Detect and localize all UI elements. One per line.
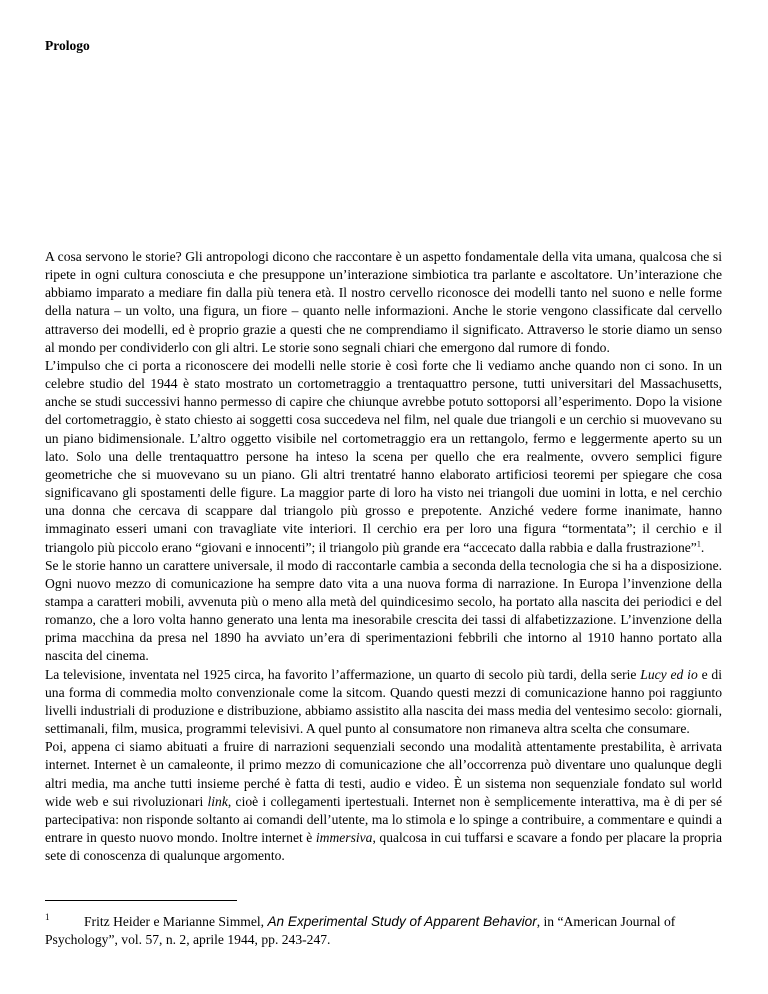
text-run: . [700, 539, 705, 555]
text-run: Se le storie hanno un carattere universale, il modo di raccontarle cambia a seconda della tecnologia che si ha a disposizione. Ogni nuovo mezzo di comunicazione ha sempre dato vita a una nuova forma di narrazione. In Europa l’invenzione della stampa a caratteri mobili, avvenuta più o meno alla metà del quindicesimo secolo, ha portato alla nascita dei periodici e del romanzo, che a loro volta hanno generato una lenta ma inesorabile crescita dei tassi di alfabetizzazione. L’invenzione della prima macchina da presa nel 1890 ha avviato un’era di sperimentazioni febbrili che intorno al 1910 hanno portato alla nascita del cinema. [45, 557, 722, 664]
text-run: e di una forma di commedia molto convenzionale come la sitcom. Quando questi mezzi di comunicazione hanno poi raggiunto livelli industriali di produzione e distribuzione, abbiamo assistito alla nascita dei mass media del ventesimo secolo: giornali, settimanali, film, musica, programmi televisivi. A quel punto al consumatore non rimaneva altra scelta che consumare. [45, 666, 722, 737]
italic-text: link [207, 793, 228, 809]
paragraph [45, 666, 722, 739]
paragraph [45, 248, 722, 357]
italic-text: immersiva [315, 830, 373, 845]
chapter-heading: Prologo [45, 38, 90, 53]
footnote: 1 Fritz Heider e Marianne Simmel, An Experimental Study of Apparent Behavior, in “American Journal of Psychology”, vol. 57, n. 2, aprile 1944, pp. 243-247. [45, 912, 676, 947]
body-text [45, 248, 722, 865]
footnote-title: An Experimental Study of Apparent Behavior [267, 914, 537, 929]
paragraph [45, 738, 722, 865]
text-run: La televisione, inventata nel 1925 circa, ha favorito l’affermazione, un quarto di secolo più tardi, della serie [45, 666, 641, 682]
text-run: A cosa servono le storie? Gli antropologi dicono che raccontare è un aspetto fondamentale della vita umana, qualcosa che si ripete in ogni cultura conosciuta e che presuppone un’interazione simbiotica tra parlante e ascoltatore. Un’interazione che abbiamo imparato a mediare fin dalla più tenera età. Il nostro cervello riconosce dei modelli tanto nel suono e nelle forme della natura – un volto, una figura, un fiore – quanto nelle informazioni. Anche le storie vengono classificate dal cervello attraverso dei modelli, ed è proprio grazie a questi che ne comprendiamo il significato. Attraverso le storie diamo un senso al mondo per condividerlo con gli altri. Le storie sono segnali chiari che emergono dal rumore di fondo. [45, 249, 722, 355]
footnote-citation: , in “American Journal of Psychology”, vol. 57, n. 2, aprile 1944, pp. 243-247. [45, 914, 676, 947]
footnote-authors: Fritz Heider e Marianne Simmel, [84, 914, 268, 929]
paragraph [45, 357, 722, 557]
footnote-reference: 1 [696, 538, 701, 548]
italic-text: Lucy ed io [640, 666, 698, 682]
paragraph [45, 557, 722, 666]
text-run: L’impulso che ci porta a riconoscere dei modelli nelle storie è così forte che li vediamo anche quando non ci sono. In un celebre studio del 1944 è stato mostrato un cortometraggio a trentaquattro persone, tutti universitari del Massachusetts, anche se studi successivi hanno permesso di capire che chiunque avrebbe potuto sottoporsi all’esperimento. Dopo la visione del cortometraggio, è stato chiesto ai soggetti cosa succedeva nel film, nel quale due triangoli e un cerchio si muovevano su un piano bidimensionale. L’altro oggetto visibile nel cortometraggio era un rettangolo, fermo e leggermente aperto su un lato. Solo una delle trentaquattro persone ha inteso la scena per quello che era realmente, ovvero semplici figure geometriche che si muovevano su un piano. Gli altri trentatré hanno elaborato artificiosi teoremi per spiegare che cosa significavano gli spostamenti delle figure. La maggior parte di loro ha visto nei triangoli due uomini in lotta, e nel cerchio una donna che cercava di scappare dal triangolo più grosso e prepotente. Anziché vedere forme inanimate, hanno immaginato esseri umani con travagliate vite interiori. Il cerchio era per loro una figura “tormentata”; il cerchio e il triangolo più piccolo erano “giovani e innocenti”; il triangolo più grande era “accecato dalla rabbia e dalla frustrazione” [45, 357, 722, 555]
text-run: , cioè i collegamenti ipertestuali. Internet non è semplicemente interattiva, ma è di per sé partecipativa: non risponde soltanto ai comandi dell’utente, ma lo stimola e lo spinge a contribuire, a commentare e quindi a entrare in questo nuovo mondo. Inoltre internet è [45, 793, 722, 845]
footnote-separator [45, 900, 237, 901]
text-run: , qualcosa in cui tuffarsi e scavare a fondo per placare la propria sete di conoscenza di qualunque argomento. [45, 830, 722, 864]
text-run: Poi, appena ci siamo abituati a fruire di narrazioni sequenziali secondo una modalità attentamente prestabilita, è arrivata internet. Internet è un camaleonte, il primo mezzo di comunicazione che all’occorrenza può diventare uno qualunque degli altri media, ma anche tutti insieme perché è fatta di testi, audio e video. È un sistema non sequenziale fondato sul world wide web e sui rivoluzionari [45, 739, 722, 809]
